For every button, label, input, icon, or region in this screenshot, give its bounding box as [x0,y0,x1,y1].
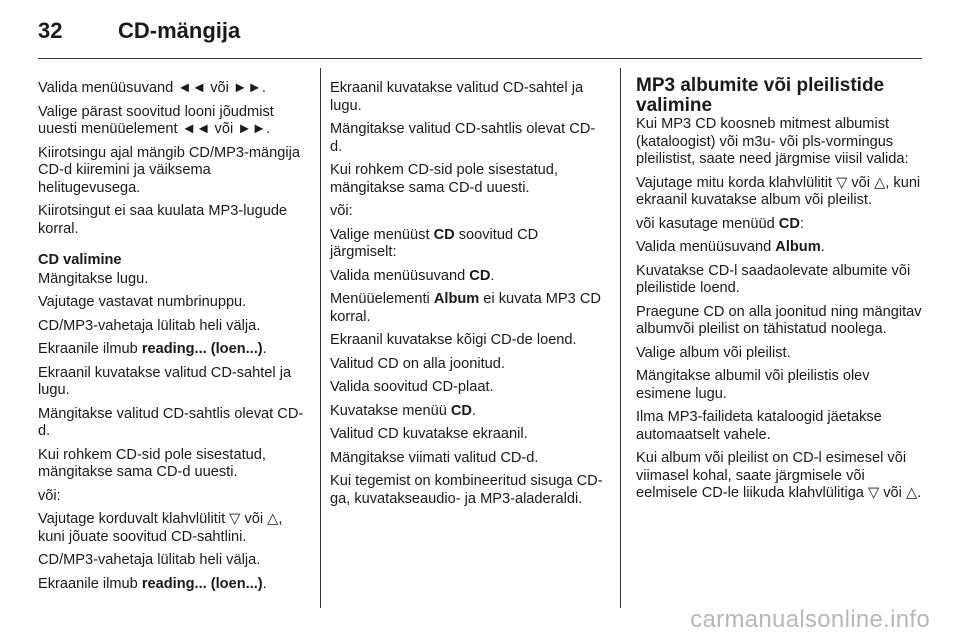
section-title: MP3 albumite või pleilistide valimine [636,75,885,116]
header-divider [38,58,922,59]
paragraph: Menüüelementi Album ei kuvata MP3 CD korral. [330,291,601,325]
paragraph: Valige album või pleilist. [636,344,791,361]
cd-selection-heading: CD valimine [38,252,122,268]
paragraph: CD/MP3-vahetaja lülitab heli välja. [38,317,261,334]
paragraph: Mängitakse valitud CD-sahtlis olevat CD-d. [330,121,596,155]
paragraph: Mängitakse viimati valitud CD-d. [330,449,539,466]
paragraph: või: [38,487,61,504]
paragraph: Vajutage korduvalt klahvlülitit ▽ või △, kuni jõuate soovitud CD-sahtlini. [38,511,283,545]
paragraph: Valitud CD on alla joonitud. [330,355,505,372]
paragraph: Mängitakse albumil või pleilistis olev esimene lugu. [636,368,870,402]
paragraph: Ekraanile ilmub reading... (loen...). [38,575,267,592]
paragraph: Valida menüüsuvand Album. [636,239,825,255]
paragraph: Praegune CD on alla joonitud ning mängitav albumvõi pleilist on tähistatud noolega. [636,303,922,337]
paragraph: Ekraanil kuvatakse valitud CD-sahtel ja lugu. [330,80,584,114]
paragraph: CD/MP3-vahetaja lülitab heli välja. [38,552,261,568]
paragraph: Ekraanil kuvatakse kõigi CD-de loend. [330,332,577,348]
paragraph: Kui MP3 CD koosneb mitmest albumist (kataloogist) või m3u- või pls-vormingus pleilistist, saate need järgmise viisil valida: [636,116,909,167]
paragraph: Valida menüüsuvand CD. [330,267,495,284]
paragraph: Ilma MP3-failideta kataloogid jäetakse automaatselt vahele. [636,409,882,443]
paragraph: Kiirotsingu ajal mängib CD/MP3-mängija CD-d kiiremini ja väiksema helitugevusega. [38,144,300,196]
paragraph: Ekraanile ilmub reading... (loen...). [38,341,267,357]
paragraph: Valida soovitud CD-plaat. [330,379,494,395]
paragraph: Valige pärast soovitud looni jõudmist uuesti menüüelement ◄◄ või ►►. [38,103,274,137]
page-title: CD-mängija [118,18,241,43]
paragraph: või: [330,203,353,219]
paragraph: Vajutage vastavat numbrinuppu. [38,294,247,310]
paragraph: Valida menüüsuvand ◄◄ või ►►. [38,80,266,96]
paragraph: Valige menüüst CD soovitud CD järgmiselt: [330,226,539,260]
paragraph: Mängitakse valitud CD-sahtlis olevat CD-d. [38,405,304,439]
column-middle [330,80,606,514]
watermark-logo: carmanualsonline.info [690,606,930,633]
paragraph: Vajutage mitu korda klahvlülitit ▽ või △, kuni ekraanil kuvatakse album või pleilist. [636,174,921,208]
paragraph: Kuvatakse CD-l saadaolevate albumite või pleilistide loend. [636,262,911,296]
paragraph: või kasutage menüüd CD: [636,215,804,232]
paragraph: Kui rohkem CD-sid pole sisestatud, mängitakse sama CD-d uuesti. [38,446,266,480]
column-left [38,80,308,599]
paragraph: Kui rohkem CD-sid pole sisestatud, mängitakse sama CD-d uuesti. [330,162,558,196]
paragraph: Mängitakse lugu. [38,270,149,287]
column-right [636,76,926,509]
column-divider-2 [620,68,621,608]
paragraph: Kui album või pleilist on CD-l esimesel või viimasel kohal, saate järgmisele või eelmisele CD-le liikuda klahvlülitiga ▽ või △. [636,450,922,501]
page-number: 32 [38,18,63,43]
paragraph: Kui tegemist on kombineeritud sisuga CD-ga, kuvatakseaudio- ja MP3-aladeraldi. [330,473,603,507]
column-divider-1 [320,68,321,608]
paragraph: Kuvatakse menüü CD. [330,402,477,419]
paragraph: Valitud CD kuvatakse ekraanil. [330,426,528,442]
paragraph: Ekraanil kuvatakse valitud CD-sahtel ja lugu. [38,364,292,398]
paragraph: Kiirotsingut ei saa kuulata MP3-lugude korral. [38,203,288,237]
